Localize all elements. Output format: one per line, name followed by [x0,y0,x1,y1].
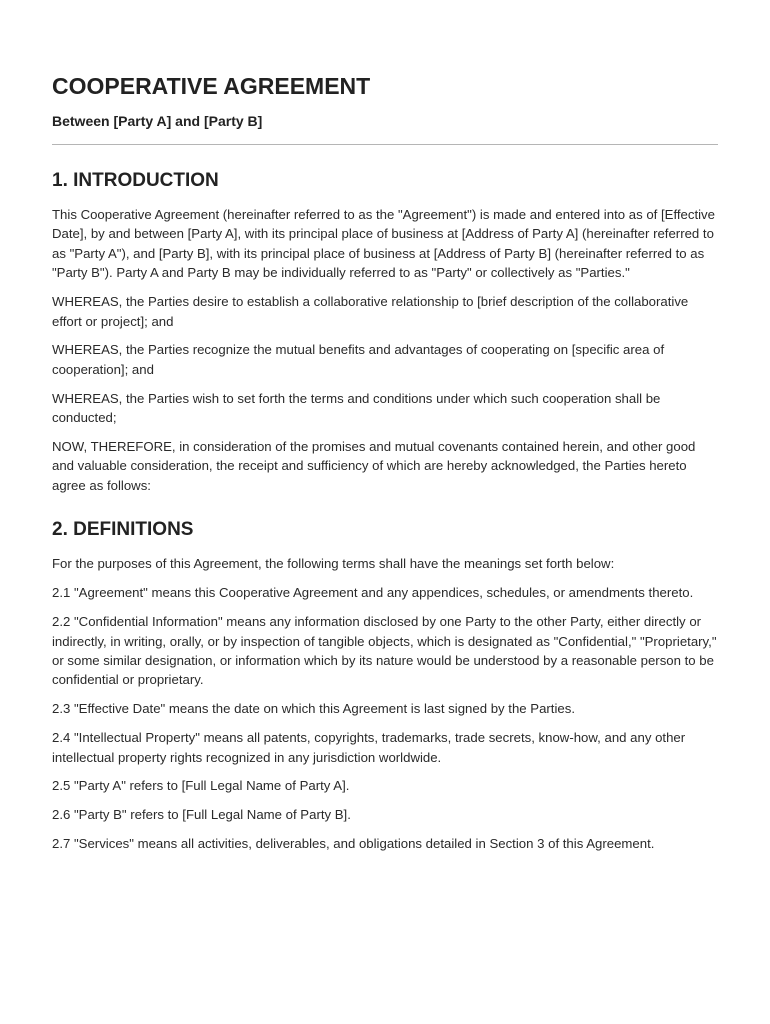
paragraph: This Cooperative Agreement (hereinafter referred to as the "Agreement") is made and entered into as of [Effective Date], by and between [Party A], with its principal place of business at [Address of Party A] (hereinafter referred to as "Party A"), and [Party B], with its principal place of business at [Address of Party B] (hereinafter referred to as "Party B"). Party A and Party B may be individually referred to as "Party" or collectively as "Parties." [52,207,715,281]
definition-item: 2.4 "Intellectual Property" means all patents, copyrights, trademarks, trade secrets, know-how, and any other intellectual property rights recognized in any jurisdiction worldwide. [52,730,686,765]
section-definitions [52,518,718,853]
paragraph: NOW, THEREFORE, in consideration of the promises and mutual covenants contained herein, and other good and valuable consideration, the receipt and sufficiency of which are hereby acknowledged, the Parties hereto agree as follows: [52,439,696,493]
section-heading: 2. DEFINITIONS [52,519,194,541]
section-heading: 1. INTRODUCTION [52,170,219,191]
document-subtitle: Between [Party A] and [Party B] [52,113,263,129]
document-title: COOPERATIVE AGREEMENT [52,73,371,99]
definition-item: 2.1 "Agreement" means this Cooperative Agreement and any appendices, schedules, or amendments thereto. [52,585,694,601]
definition-item: 2.7 "Services" means all activities, deliverables, and obligations detailed in Section 3 of this Agreement. [52,836,655,852]
paragraph: For the purposes of this Agreement, the following terms shall have the meanings set forth below: [52,556,615,572]
paragraph: WHEREAS, the Parties recognize the mutual benefits and advantages of cooperating on [specific area of cooperation]; and [52,342,665,377]
section-introduction [52,169,718,495]
title-divider [52,144,718,145]
paragraph: WHEREAS, the Parties wish to set forth the terms and conditions under which such cooperation shall be conducted; [52,390,661,426]
definition-item: 2.2 "Confidential Information" means any information disclosed by one Party to the other Party, either directly or indirectly, in writing, orally, or by inspection of tangible objects, which is designated as "Confidential," "Proprietary," or some similar designation, or information which by its nature would be understood by a reasonable person to be confidential or proprietary. [52,614,717,688]
definition-item: 2.3 "Effective Date" means the date on which this Agreement is last signed by the Parties. [52,701,575,717]
definition-item: 2.5 "Party A" refers to [Full Legal Name of Party A]. [52,778,350,794]
paragraph: WHEREAS, the Parties desire to establish a collaborative relationship to [brief description of the collaborative effort or project]; and [52,294,689,329]
definition-item: 2.6 "Party B" refers to [Full Legal Name of Party B]. [52,807,351,823]
